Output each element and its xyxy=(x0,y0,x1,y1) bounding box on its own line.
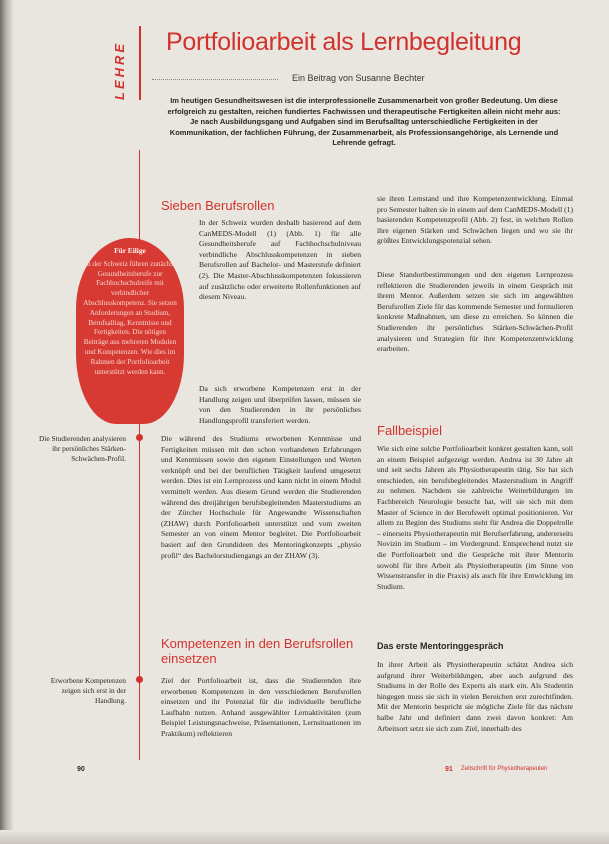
section-label: LEHRE xyxy=(112,40,127,100)
paragraph-right-1: sie ihren Lernstand und ihre Kompetenzentwicklung. Einmal pro Semester halten sie in einem auf dem CanMEDS-Modell (1) basierenden Kompetenzprofil (Abb. 2) fest, in welchen Rollen ihre eigenen Stärken und Schwächen liegen und wo sie ihr größtes Entwicklungspotenzial sehen. xyxy=(377,194,573,246)
bullet-dot xyxy=(136,676,143,683)
page-number-right: 91 xyxy=(445,766,453,773)
paragraph-mentoring: In ihrer Arbeit als Physiotherapeutin schätzt Andrea sich aufgrund ihrer Weiterbildungen, aber auch aufgrund des Studiums in der Rolle des Experts als stark ein. Als Studentin hingegen muss sie sich in vielen Bereichen erst zurechtfinden. Mit der Mentorin bespricht sie mögliche Ziele für das nächste halbe Jahr und definiert dann zwei davon konkret: Am Arbeitsort setzt sie sich zum Ziel, innerhalb des xyxy=(377,660,573,733)
page-gutter-shadow xyxy=(0,0,14,844)
journal-name: Zeitschrift für Physiotherapeuten xyxy=(461,766,548,772)
page-bottom-shadow xyxy=(0,830,609,844)
callout-title: Für Eilige xyxy=(114,246,146,255)
byline xyxy=(152,73,572,87)
paragraph-kompetenzen-1: Ziel der Portfolioarbeit ist, dass die Studierenden ihre erworbenen Kompetenzen in den verschiedenen Berufsrollen einsetzen und ihr Potenzial für die individuelle berufliche Laufbahn nutzen. Anhand ausgewählter Lernaktivitäten (zum Beispiel Leistungsnachweise, Präsentationen, Lernsituationen im Praktikum) reflektieren xyxy=(161,676,361,738)
bullet-dot xyxy=(136,434,143,441)
margin-note-1: Die Studierenden analysieren ihr persönliches Stärken-Schwächen-Profil. xyxy=(38,434,126,463)
callout-fuer-eilige xyxy=(76,238,184,424)
article-intro: Im heutigen Gesundheitswesen ist die interprofessionelle Zusammenarbeit von großer Bedeutung. Um diese erfolgreich zu gestalten, reichen fundiertes Fachwissen und therapeutische Fertigkeiten allein nicht mehr aus: Je nach Ausbildungsgang und Aufgaben sind im Berufsalltag unterschiedliche Fertigkeiten in der Kommunikation, der fachlichen Führung, der Zusammenarbeit, als Professionsangehörige, als Lernende und Lehrende gefragt. xyxy=(167,96,561,148)
page-number-left: 90 xyxy=(77,766,85,773)
paragraph-fallbeispiel: Wie sich eine solche Portfolioarbeit konkret gestalten kann, soll an einem Beispiel aufgezeigt werden. Andrea ist 30 Jahre alt und seit sechs Jahren als Physiotherapeutin tätig. Sie hat sich entschieden, ein berufsbegleitendes Masterstudium in Angriff zu nehmen. Nachdem sie zahlreiche Weiterbildungen im Fachbereich Neurologie besucht hat, will sie sich mit dem Master of Science in der Berufswelt optimal positionieren. Vor allem zu Beginn des Studiums steht für Andrea die Doppelrolle – einerseits Physiotherapeutin mit Berufserfahrung, andererseits Novizin im Studium – im Vordergrund. Entsprechend nutzt sie die Portfolioarbeit und die Gespräche mit ihrer Mentorin sowohl für ihre Arbeit als Physiotherapeutin (im Sinne von Wissenstransfer in die Praxis) als auch für ihre Entwicklung im Studium. xyxy=(377,444,573,591)
heading-sieben-berufsrollen: Sieben Berufsrollen xyxy=(161,198,275,213)
accent-rule xyxy=(139,26,141,100)
callout-text: In der Schweiz führen zunächst Gesundheitsberufe zur Fachhochschulreife mit verbindlicher Abschlusskompetenz. Sie setzen Anforderungen an Studium, Berufsalltag, Kenntnisse und Fertigkeiten. Die nötigen Beiträge aus mehreren Modulen und Kompetenzen. Wie dies im Rahmen der Portfolioarbeit unterstützt werden kann. xyxy=(83,259,177,376)
paragraph-sieben-1: In der Schweiz wurden deshalb basierend auf dem CanMEDS-Modell (1) (Abb. 1) für alle Gesundheitsberufe auf Fachhochschulniveau verbindliche Abschlusskompetenzen in sieben Berufsrollen auf Bachelor- und Masterstufe definiert (2). Die Master-Abschlusskompetenzen fokussieren auf zusätzliche oder erweiterte Rollenfunktionen auf diesem Niveau. xyxy=(199,218,361,302)
paragraph-sieben-2: Da sich erworbene Kompetenzen erst in der Handlung zeigen und überprüfen lassen, müssen sie von den Studierenden in ihr persönliches Handlungsprofil transferiert werden. xyxy=(199,384,361,425)
heading-kompetenzen: Kompetenzen in den Berufsrollen einsetzen xyxy=(161,636,354,666)
margin-note-2: Erworbene Kompetenzen zeigen sich erst in der Handlung. xyxy=(50,676,126,705)
article-title: Portfolioarbeit als Lernbegleitung xyxy=(166,28,522,56)
paragraph-sieben-3: Die während des Studiums erworbenen Kenntnisse und Fertigkeiten müssen mit den schon vorhandenen Erfahrungen und Kenntnissen sowie den eigenen Einstellungen und Werten verknüpft und bei der beruflichen Tätigkeit laufend umgesetzt werden. Dies ist ein Lernprozess und kann nicht in einem Modul vermittelt werden. Aus diesem Grund werden die Studierenden während des dreijährigen berufsbegleitenden Masterstudiums an der Zürcher Hochschule für Angewandte Wissenschaften (ZHAW) durch Portfolioarbeit unterstützt und vom zweiten Semester an von einem Mentor begleitet. Die Portfolioarbeit basiert auf den Grundideen des Mentoringkonzepts „physio profil“ des Bachelorstudiengangs an der ZHAW (3). xyxy=(161,434,361,560)
byline-text: Ein Beitrag von Susanne Bechter xyxy=(292,73,425,83)
byline-dotted-rule xyxy=(152,79,278,80)
paragraph-right-2: Diese Standortbestimmungen und den eigenen Lernprozess reflektieren die Studierenden jeweils in einem Gespräch mit ihrem Mentor. Außerdem setzen sie sich im angewählten Berufsrollen Ziele für das kommende Semester und formulieren konkrete Maßnahmen, um diese zu erreichen. So können die Studierenden ihr persönliches Stärken-Schwächen-Profil analysieren und Strategien für ihre Kompetenzentwicklung erarbeiten. xyxy=(377,270,573,354)
heading-fallbeispiel: Fallbeispiel xyxy=(377,423,443,438)
heading-mentoring: Das erste Mentoringgespräch xyxy=(377,641,504,651)
